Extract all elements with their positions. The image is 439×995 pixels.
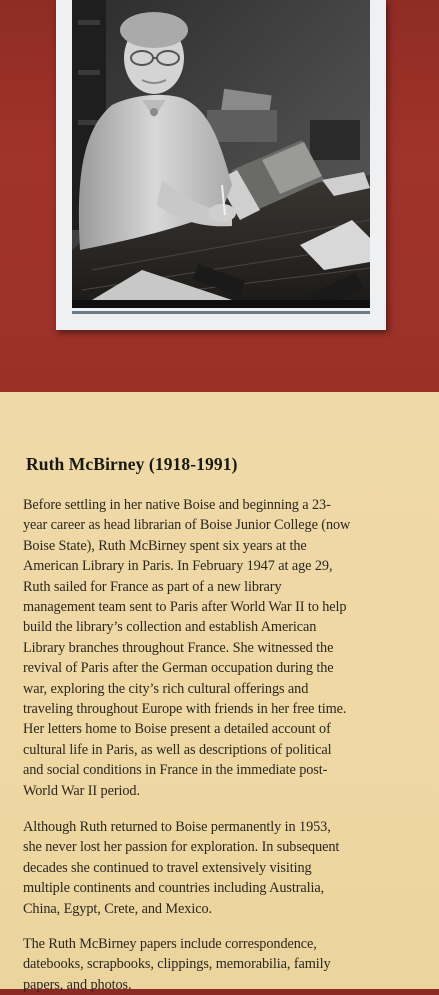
librarian-at-desk-photo	[72, 0, 370, 308]
text-line: war, exploring the city’s rich cultural offerings and	[23, 680, 309, 697]
biography-paragraph-2	[23, 817, 419, 919]
archival-photo	[72, 0, 370, 308]
text-line: Library branches throughout France. She witnessed the	[23, 639, 334, 656]
text-line: traveling throughout Europe with friends in her free time.	[23, 701, 347, 718]
text-line: build the library’s collection and establish American	[23, 619, 317, 636]
text-line: The Ruth McBirney papers include correspondence,	[23, 936, 317, 952]
text-line: management team sent to Paris after World War II to help	[23, 599, 347, 616]
caption-panel	[0, 392, 439, 993]
text-line: China, Egypt, Crete, and Mexico.	[23, 900, 212, 917]
text-line: she never lost her passion for exploration. In subsequent	[23, 839, 340, 856]
photo-bottom-edge	[72, 311, 370, 314]
text-line: decades she continued to travel extensively visiting	[23, 859, 312, 876]
text-line: year career as head librarian of Boise Junior College (now	[23, 517, 351, 534]
exhibit-title: Ruth McBirney (1918-1991)	[26, 454, 238, 474]
text-line: and social conditions in France in the immediate post-	[23, 762, 328, 779]
photo-mount	[56, 0, 386, 330]
text-line: cultural life in Paris, as well as descriptions of political	[23, 741, 332, 758]
text-line: American Library in Paris. In February 1947 at age 29,	[23, 558, 333, 575]
text-line: Her letters home to Boise present a detailed account of	[23, 721, 331, 738]
text-line: revival of Paris after the German occupation during the	[23, 660, 334, 677]
text-line: Ruth sailed for France as part of a new library	[23, 578, 282, 595]
text-line: Although Ruth returned to Boise permanently in 1953,	[23, 819, 331, 835]
biography-paragraph-1	[23, 495, 419, 801]
text-line: Boise State), Ruth McBirney spent six years at the	[23, 537, 307, 554]
text-line: datebooks, scrapbooks, clippings, memorabilia, family	[23, 956, 331, 973]
collection-paragraph	[23, 934, 419, 995]
text-line: World War II period.	[23, 782, 140, 799]
text-line: multiple continents and countries including Australia,	[23, 880, 325, 897]
text-line: papers, and photos.	[23, 976, 132, 993]
text-line: Before settling in her native Boise and beginning a 23-	[23, 497, 331, 513]
